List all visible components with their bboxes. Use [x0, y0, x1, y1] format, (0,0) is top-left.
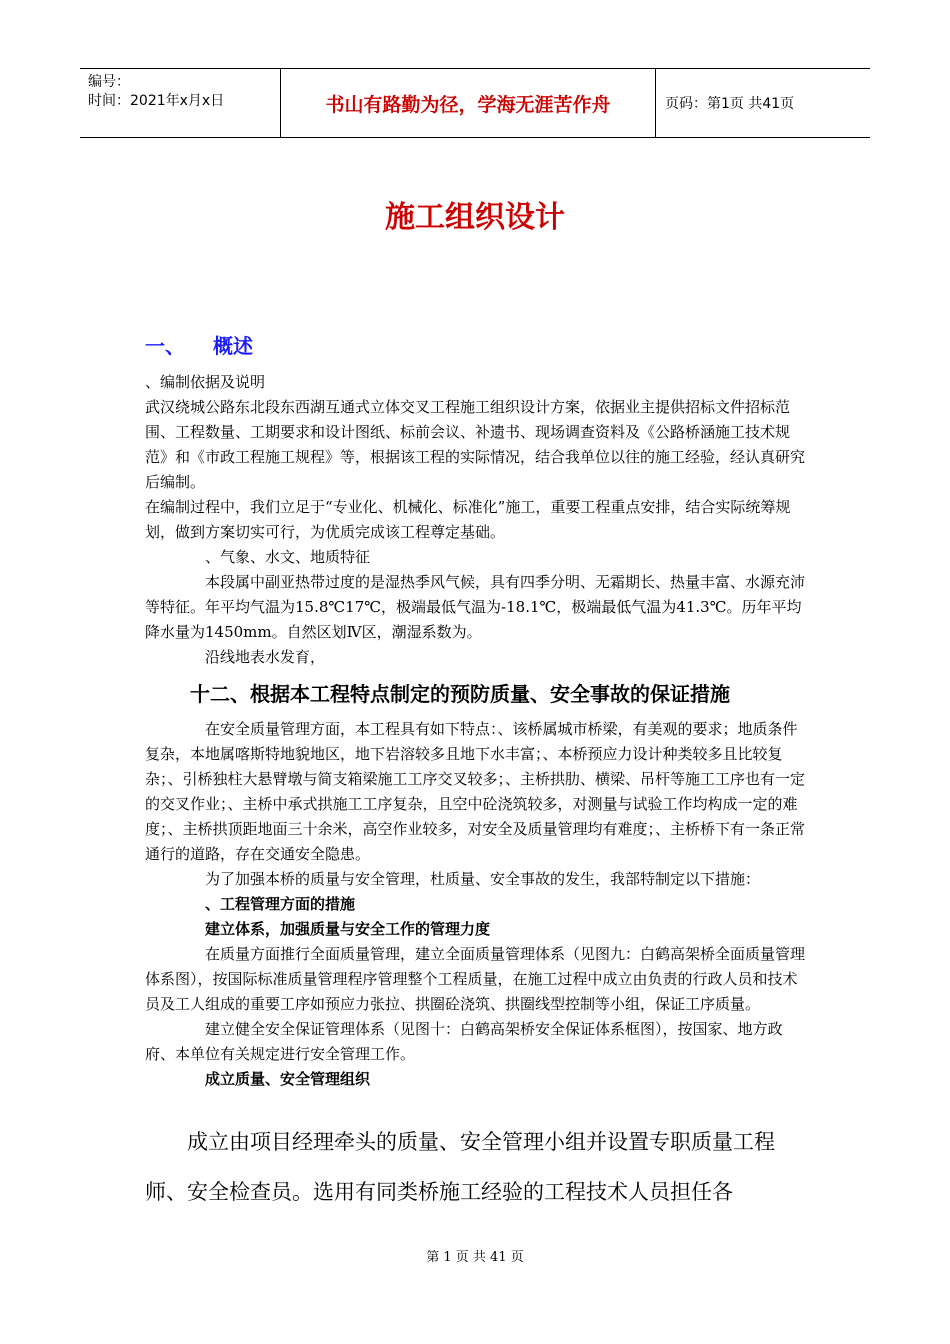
document-title: 施工组织设计 [385, 200, 565, 235]
large-paragraph [145, 1117, 810, 1217]
paragraph: 在安全质量管理方面，本工程具有如下特点：、该桥属城市桥梁，有美观的要求；地质条件复杂，本地属喀斯特地貌地区，地下岩溶较多且地下水丰富；、本桥预应力设计种类较多且比较复杂；、引桥独柱大悬臂墩与简支箱梁施工工序交叉较多；、主桥拱肋、横梁、吊杆等施工工序也有一定的交叉作业；、主桥中承式拱施工工序复杂，且空中砼浇筑较多，对测量与试验工作均构成一定的难度；、主桥拱顶距地面三十余米，高空作业较多，对安全及质量管理均有难度；、主桥桥下有一条正常通行的道路，存在交通安全隐患。 [145, 720, 806, 863]
page-footer: 第 1 页 共 41 页 [426, 1250, 524, 1265]
header-motto: 书山有路勤为径，学海无涯苦作舟 [325, 93, 611, 116]
header-page-info: 页码：第1页 共41页 [665, 96, 795, 112]
paragraph: 在质量方面推行全面质量管理，建立全面质量管理体系（见图九：白鹤高架桥全面质量管理体系图），按国际标准质量管理程序管理整个工程质量，在施工过程中成立由负责的行政人员和技术员及工人组成的重要工序如预应力张拉、拱圈砼浇筑、拱圈线型控制等小组，保证工序质量。 [145, 945, 806, 1013]
subsection-heading: 、工程管理方面的措施 [205, 895, 356, 913]
subsection-heading: 成立质量、安全管理组织 [205, 1070, 371, 1088]
number-label: 编号： [88, 74, 130, 90]
paragraph: 武汉绕城公路东北段东西湖互通式立体交叉工程施工组织设计方案，依据业主提供招标文件招标范围、工程数量、工期要求和设计图纸、标前会议、补遗书、现场调查资料及《公路桥涵施工技术规范》和《市政工程施工规程》等，根据该工程的实际情况，结合我单位以往的施工经验，经认真研究后编制。 [145, 398, 806, 491]
paragraph: 沿线地表水发育， [205, 648, 326, 666]
paragraph: 、编制依据及说明 [145, 373, 266, 391]
date-label: 时间：2021年x月x日 [88, 93, 225, 109]
paragraph: 为了加强本桥的质量与安全管理，杜质量、安全事故的发生，我部特制定以下措施： [205, 870, 761, 888]
header-divider [655, 69, 656, 137]
section-12-body [145, 717, 810, 1092]
overview-body [145, 370, 810, 670]
page-header [80, 68, 870, 138]
section-title: 概述 [213, 334, 253, 358]
header-meta [80, 69, 280, 137]
section-heading [145, 330, 253, 359]
paragraph: 成立由项目经理牵头的质量、安全管理小组并设置专职质量工程师、安全检查员。选用有同类桥施工经验的工程技术人员担任各 [145, 1130, 775, 1204]
subsection-heading: 建立体系，加强质量与安全工作的管理力度 [205, 920, 491, 938]
section-12-heading: 十二、根据本工程特点制定的预防质量、安全事故的保证措施 [190, 682, 730, 706]
subsection-heading: 、气象、水文、地质特征 [205, 548, 371, 566]
section-number: 一、 [145, 334, 185, 358]
paragraph: 本段属中副亚热带过度的是湿热季风气候，具有四季分明、无霜期长、热量丰富、水源充沛等特征。年平均气温为15.8℃17℃，极端最低气温为-18.1℃，极端最低气温为41.3℃。历年平均降水量为1450mm。自然区划Ⅳ区，潮湿系数为。 [145, 573, 806, 641]
paragraph: 建立健全安全保证管理体系（见图十：白鹤高架桥安全保证体系框图），按国家、地方政府、本单位有关规定进行安全管理工作。 [145, 1020, 783, 1063]
paragraph: 在编制过程中，我们立足于“专业化、机械化、标准化”施工，重要工程重点安排，结合实际统筹规划，做到方案切实可行，为优质完成该工程尊定基础。 [145, 498, 791, 541]
